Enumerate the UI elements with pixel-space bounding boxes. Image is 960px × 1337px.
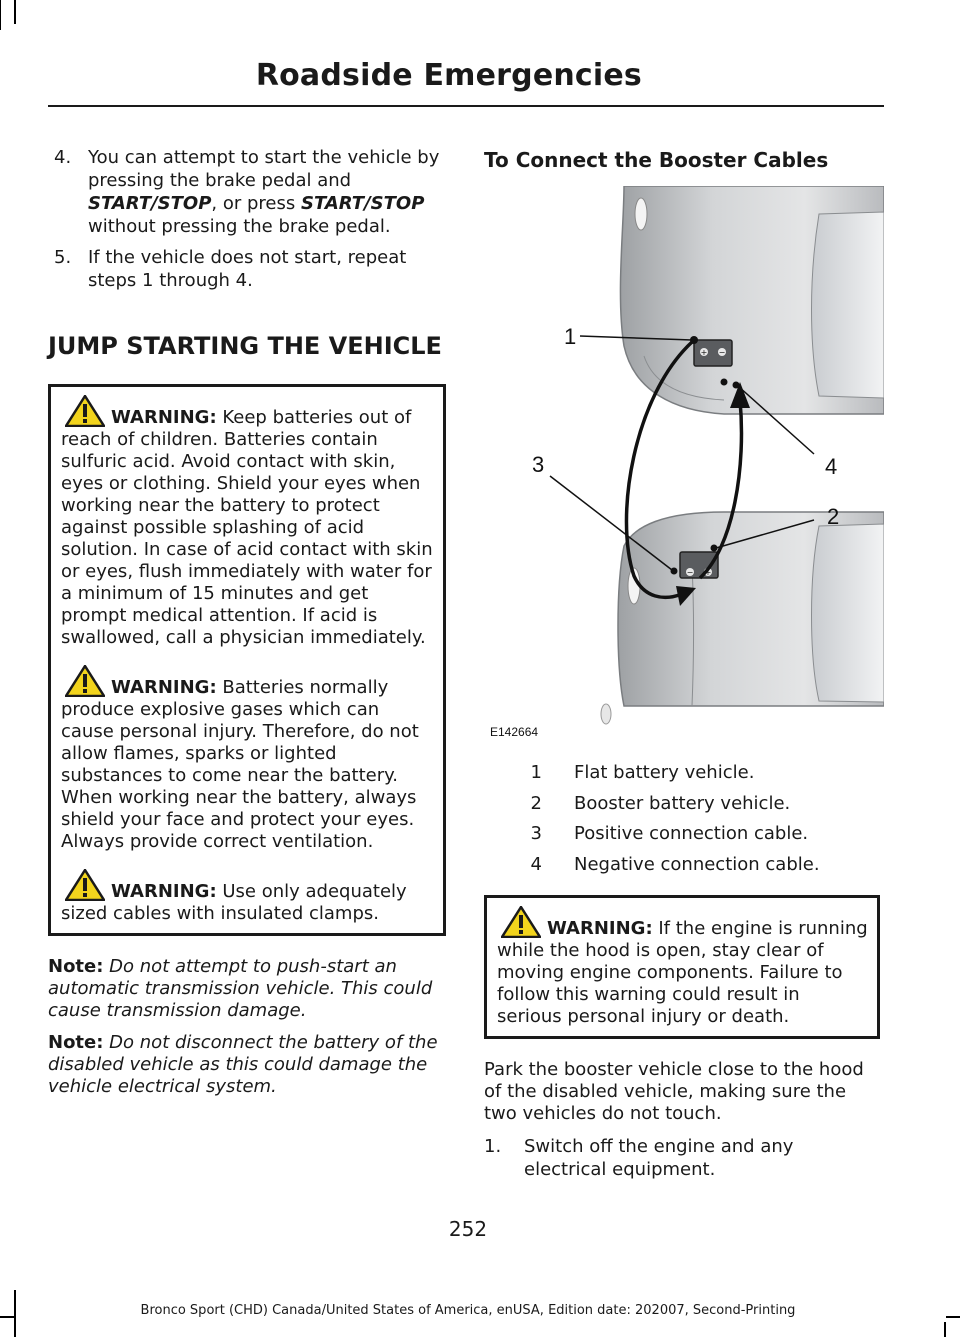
booster-cable-diagram [484,186,884,742]
legend-number: 1 [530,762,542,783]
legend-label: Booster battery vehicle. [574,792,791,814]
crop-mark [14,0,16,24]
right-column-heading [484,146,880,188]
legend-row [484,789,880,820]
warning-triangle-icon [65,395,105,427]
warning-item [61,395,435,649]
step-number: 5. [54,247,72,268]
legend-row [484,758,880,789]
note [48,1032,446,1098]
note-label: Note: [48,1032,104,1053]
header-rule [48,105,884,107]
warning-label: WARNING: [547,918,653,939]
legend-label: Negative connection cable. [574,853,820,875]
warning-label: WARNING: [111,407,217,428]
note-text: Do not attempt to push-start an automatic transmission vehicle. This could cause transmission damage. [48,956,433,1021]
step-item [48,246,446,292]
booster-battery-car [601,512,884,724]
callout-3: 3 [532,452,545,477]
callout-4: 4 [825,454,838,479]
section-title: JUMP STARTING THE VEHICLE [48,332,442,360]
warning-item [61,665,435,853]
svg-text:−: − [686,568,694,577]
callout-1: 1 [564,324,577,349]
warning-text: Batteries normally produce explosive gases which can cause personal injury. Therefore, do not allow flames, sparks or lighted substances to come near the battery. When working near the battery, always shield your face and protect your eyes. Always provide correct ventilation. [61,677,419,852]
legend-label: Positive connection cable. [574,823,809,844]
step-number: 4. [54,147,72,168]
step-button-name: START/STOP [88,193,212,214]
crop-mark [946,1316,960,1318]
left-column [48,146,446,1108]
warning-triangle-icon [65,665,105,697]
note [48,956,446,1022]
flat-battery-car [620,186,884,414]
note-text: Do not disconnect the battery of the disabled vehicle as this could damage the vehicle electrical system. [48,1032,438,1097]
step-text: If the vehicle does not start, repeat steps 1 through 4. [88,247,407,291]
warning-triangle-icon [65,869,105,901]
figure-legend [484,758,880,880]
warning-item [61,869,435,925]
legend-label: Flat battery vehicle. [574,762,755,783]
page-header-title: Roadside Emergencies [255,58,642,93]
warning-label: WARNING: [111,881,217,902]
subsection-title: To Connect the Booster Cables [484,148,829,172]
terminal-dot [671,568,678,575]
step-text-part: , or press [211,193,301,214]
step-text-part: You can attempt to start the vehicle by pressing the brake pedal and [88,147,440,191]
legend-number: 4 [530,853,542,875]
terminal-dot [733,382,740,389]
legend-row [484,850,880,881]
callout-2: 2 [827,504,840,529]
step-item [484,1135,880,1181]
legend-number: 2 [530,792,542,814]
note-label: Note: [48,956,104,977]
svg-text:+: + [704,568,712,577]
crop-mark [944,1322,946,1337]
warning-text: Keep batteries out of reach of children. Batteries contain sulfuric acid. Avoid contact with skin, eyes or clothing. Shield your eyes when working near the battery to protect against possible splashing of acid solution. In case of acid contact with skin or eyes, flush immediately with water for a minimum of 15 minutes and get prompt medical attention. If acid is swallowed, call a physician immediately. [61,407,433,648]
steps-top [48,146,446,292]
svg-text:−: − [718,348,726,357]
step-text: Switch off the engine and any electrical equipment. [524,1136,794,1180]
terminal-dot [721,379,728,386]
step-button-name: START/STOP [300,193,425,214]
warning-box [48,384,446,936]
step-number: 1. [484,1136,502,1157]
warning-triangle-icon [501,906,541,938]
warning-text: If the engine is running while the hood is open, stay clear of moving engine components. Failure to follow this warning could result in serious personal injury or death. [497,918,868,1027]
warning-box [484,895,880,1039]
legend-row [484,819,880,850]
body-paragraph: Park the booster vehicle close to the hood of the disabled vehicle, making sure the two vehicles do not touch. [484,1059,864,1124]
step-text [88,146,446,238]
footer-text: Bronco Sport (CHD) Canada/United States of America, enUSA, Edition date: 202007, Second-Printing [140,1303,796,1318]
legend-number: 3 [530,823,542,844]
step-text-part: without pressing the brake pedal. [88,216,391,237]
page-number: 252 [448,1217,488,1241]
right-column-lower [484,895,880,1189]
crop-mark [0,0,1,30]
flat-battery [694,340,732,366]
warning-label: WARNING: [111,677,217,698]
step-item [48,146,446,238]
figure-code: E142664 [490,725,539,739]
svg-text:+: + [700,348,708,357]
warning-item [497,906,869,1028]
warning-text: Use only adequately sized cables with insulated clamps. [61,881,407,924]
